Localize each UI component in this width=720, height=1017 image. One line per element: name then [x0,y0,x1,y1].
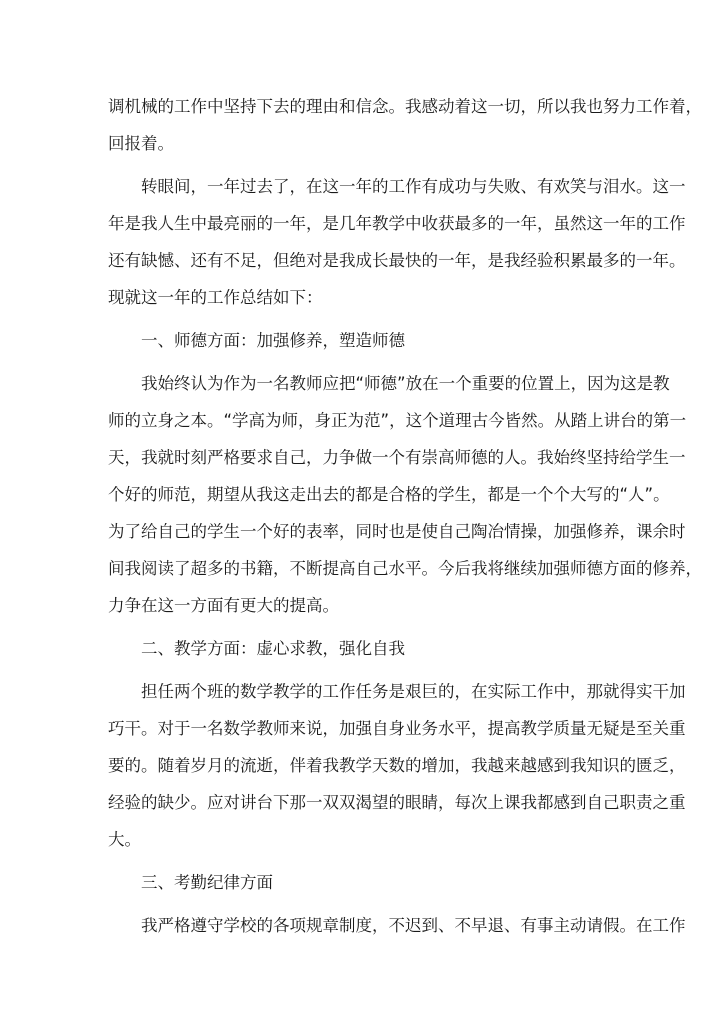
section-heading-attendance: 三、考勤纪律方面 [141,873,273,892]
text-line: 天，我就时刻严格要求自己，力争做一个有崇高师德的人。我始终坚持给学生一 [108,448,686,467]
text-line: 大。 [108,830,141,849]
text-line: 还有缺憾、还有不足，但绝对是我成长最快的一年，是我经验积累最多的一年。 [108,251,686,270]
text-line: 回报着。 [108,134,174,153]
text-line: 经验的缺少。应对讲台下那一双双渴望的眼睛，每次上课我都感到自己职责之重 [108,793,686,812]
text-line: 担任两个班的数学教学的工作任务是艰巨的，在实际工作中，那就得实干加 [141,682,686,701]
text-line: 力争在这一方面有更大的提高。 [108,596,339,615]
section-heading-teaching: 二、教学方面：虚心求教，强化自我 [141,639,405,658]
text-line: 转眼间，一年过去了，在这一年的工作有成功与失败、有欢笑与泪水。这一 [141,177,686,196]
text-line: 间我阅读了超多的书籍，不断提高自己水平。今后我将继续加强师德方面的修养， [108,559,702,578]
section-heading-ethics: 一、师德方面：加强修养，塑造师德 [141,331,405,350]
text-line: 为了给自己的学生一个好的表率，同时也是使自己陶冶情操，加强修养，课余时 [108,522,686,541]
text-line: 我始终认为作为一名教师应把“师德”放在一个重要的位置上，因为这是教 [141,374,670,393]
text-line: 年是我人生中最亮丽的一年，是几年教学中收获最多的一年，虽然这一年的工作 [108,214,686,233]
text-line: 调机械的工作中坚持下去的理由和信念。我感动着这一切，所以我也努力工作着， [108,97,702,116]
text-line: 个好的师范，期望从我这走出去的都是合格的学生，都是一个个大写的“人”。 [108,485,670,504]
text-line: 师的立身之本。“学高为师，身正为范”，这个道理古今皆然。从踏上讲台的第一 [108,411,687,430]
text-line: 我严格遵守学校的各项规章制度，不迟到、不早退、有事主动请假。在工作 [141,916,686,935]
document-page [108,88,702,944]
text-line: 现就这一年的工作总结如下： [108,288,323,307]
text-line: 要的。随着岁月的流逝，伴着我教学天数的增加，我越来越感到我知识的匮乏， [108,756,686,775]
text-line: 巧干。对于一名数学教师来说，加强自身业务水平，提高教学质量无疑是至关重 [108,719,686,738]
